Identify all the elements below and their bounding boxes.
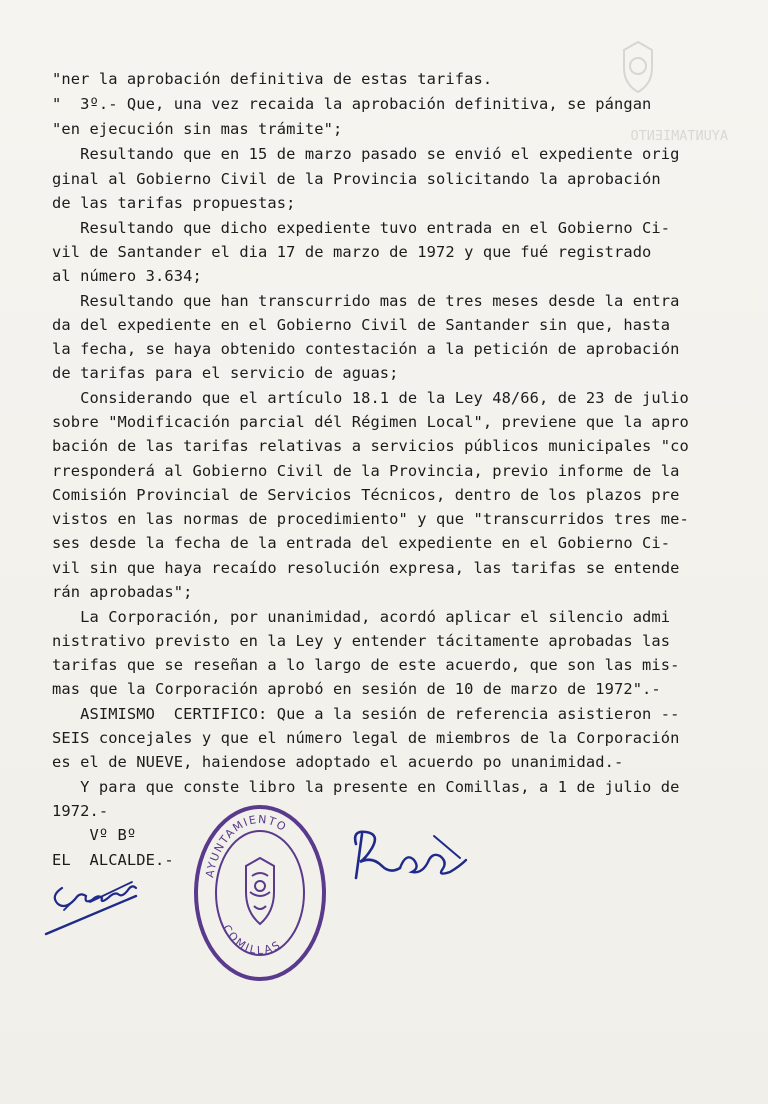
text-line: ASIMISMO CERTIFICO: Que a la sesión de referencia asistieron -- [52,705,680,723]
text-line: es el de NUEVE, haiendose adoptado el acuerdo po unanimidad.- [52,753,624,771]
stamp-crest-icon [246,858,274,924]
text-line: vil de Santander el dia 17 de marzo de 1972 y que fué registrado [52,243,652,261]
text-line: de tarifas para el servicio de aguas; [52,364,399,382]
secretary-signature [342,822,482,896]
text-line: rresponderá al Gobierno Civil de la Provincia, previo informe de la [52,462,680,480]
text-line: SEIS concejales y que el número legal de miembros de la Corporación [52,729,680,747]
text-line: Resultando que dicho expediente tuvo entrada en el Gobierno Ci- [52,219,671,237]
bleed-letterhead: AYUNTAMIENTO [630,128,728,144]
text-line: La Corporación, por unanimidad, acordó aplicar el silencio admi [52,608,671,626]
text-line: sobre "Modificación parcial dél Régimen Local", previene que la apro [52,413,689,431]
text-line: bación de las tarifas relativas a servicios públicos municipales "co [52,437,689,455]
official-stamp [190,800,330,986]
stamp-top-text: AYUNTAMIENTO [203,812,290,879]
text-line: Comisión Provincial de Servicios Técnicos, dentro de los plazos pre [52,486,680,504]
text-line: al número 3.634; [52,267,202,285]
text-line: " 3º.- Que, una vez recaida la aprobación definitiva, se pángan [52,95,652,113]
text-line: mas que la Corporación aprobó en sesión de 10 de marzo de 1972".- [52,680,661,698]
text-line: Considerando que el artículo 18.1 de la Ley 48/66, de 23 de julio [52,389,689,407]
text-line: ses desde la fecha de la entrada del expediente en el Gobierno Ci- [52,534,671,552]
crest-icon [608,38,668,98]
text-line: Resultando que han transcurrido mas de tres meses desde la entra [52,292,680,310]
svg-text:COMILLAS [220,922,284,957]
text-line: vistos en las normas de procedimiento" y que "transcurridos tres me- [52,510,689,528]
stamp-bottom-text: COMILLAS [219,922,284,958]
text-line: da del expediente en el Gobierno Civil de Santander sin que, hasta [52,316,671,334]
text-line: ginal al Gobierno Civil de la Provincia solicitando la aprobación [52,170,661,188]
text-line: nistrativo previsto en la Ley y entender tácitamente aprobadas las [52,632,671,650]
mayor-label: EL ALCALDE.- [52,851,174,869]
mayor-signature [40,864,150,944]
text-line: vil sin que haya recaído resolución expresa, las tarifas se entende [52,559,680,577]
text-line: rán aprobadas"; [52,583,193,601]
text-line: "ner la aprobación definitiva de estas tarifas. [52,70,493,88]
text-line: "en ejecución sin mas trámite"; [52,120,343,138]
text-line: 1972.- [52,802,109,820]
approval-mark: Vº Bº [52,826,137,844]
text-line: la fecha, se haya obtenido contestación a la petición de aprobación [52,340,680,358]
text-line: tarifas que se reseñan a lo largo de este acuerdo, que son las mis- [52,656,680,674]
text-line: Resultando que en 15 de marzo pasado se envió el expediente orig [52,145,680,163]
text-line: de las tarifas propuestas; [52,194,296,212]
text-line: Y para que conste libro la presente en Comillas, a 1 de julio de [52,778,680,796]
